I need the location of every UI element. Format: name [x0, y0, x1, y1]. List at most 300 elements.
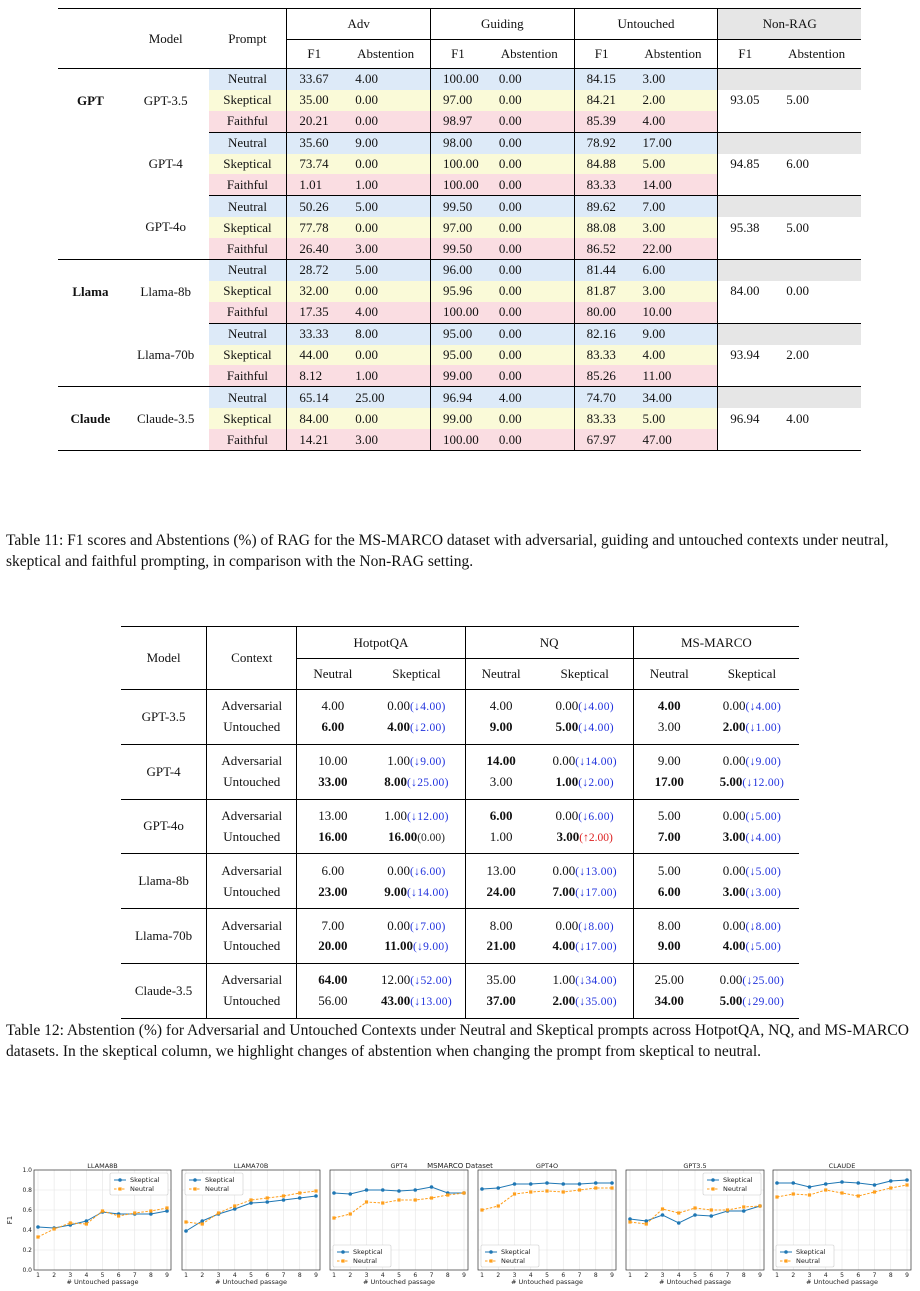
point-neutral	[36, 1235, 39, 1238]
value-cell: 47.00	[629, 429, 718, 450]
value-cell: 7.00	[629, 196, 718, 217]
abstention-value: 5.00	[657, 862, 681, 878]
abstention-value: 3.00	[489, 774, 513, 790]
x-tick-label: 1	[775, 1272, 779, 1279]
value-cell: 9.00	[341, 132, 430, 153]
abstention-delta: (↓17.00)	[575, 886, 617, 899]
context-label: Adversarial	[207, 799, 297, 826]
value-cell	[368, 799, 465, 826]
value-cell: 3.00	[341, 238, 430, 259]
adv-header: Adv	[287, 9, 431, 40]
subheader-f1: F1	[718, 40, 772, 69]
value-cell: 81.87	[574, 281, 628, 302]
prompt-label: Skeptical	[209, 217, 287, 238]
point-skeptical	[824, 1182, 828, 1186]
value-cell	[368, 772, 465, 799]
chart-title: GPT4	[390, 1162, 408, 1170]
x-tick-label: 4	[528, 1272, 533, 1279]
abstention-value: 3.00	[722, 828, 746, 844]
abstention-value: 0.00	[722, 862, 746, 878]
value-cell: 4.00	[341, 69, 430, 90]
value-cell: 0.00	[485, 174, 574, 195]
x-tick-label: 3	[216, 1272, 221, 1279]
value-cell: 34.00	[629, 387, 718, 408]
legend	[110, 1173, 168, 1195]
legend-label-neutral: Neutral	[205, 1185, 229, 1194]
context-label: Untouched	[207, 717, 297, 744]
x-tick-label: 1	[628, 1272, 632, 1279]
x-tick-label: 6	[561, 1272, 566, 1279]
value-cell	[297, 744, 369, 771]
abstention-delta: (↓35.00)	[575, 996, 617, 1009]
group-label	[58, 132, 123, 196]
legend-label-neutral: Neutral	[501, 1257, 525, 1266]
abstention-value: 17.00	[654, 774, 684, 790]
value-cell	[633, 963, 705, 990]
value-cell: 0.00	[485, 323, 574, 344]
x-tick-label: 5	[545, 1272, 549, 1279]
abstention-value: 9.00	[657, 753, 681, 769]
abstention-value: 0.00	[387, 698, 411, 714]
point-skeptical	[661, 1213, 665, 1217]
subheader-abstention: Abstention	[772, 40, 861, 69]
prompt-label: Faithful	[209, 302, 287, 323]
value-cell: 74.70	[574, 387, 628, 408]
value-cell	[705, 799, 799, 826]
value-cell	[368, 963, 465, 990]
point-skeptical	[249, 1201, 253, 1205]
value-cell: 25.00	[341, 387, 430, 408]
abstention-delta: (↓12.00)	[407, 811, 449, 823]
x-tick-label: 4	[380, 1272, 385, 1279]
abstention-value: 9.00	[657, 938, 681, 954]
context-label: Adversarial	[207, 854, 297, 881]
context-label: Untouched	[207, 826, 297, 853]
point-neutral	[742, 1205, 745, 1208]
point-skeptical	[480, 1187, 484, 1191]
abstention-value: 4.00	[722, 938, 746, 954]
abstention-value: 24.00	[486, 883, 516, 899]
point-skeptical	[873, 1183, 877, 1187]
value-cell: 0.00	[485, 69, 574, 90]
point-neutral	[857, 1194, 860, 1197]
value-cell: 0.00	[485, 111, 574, 132]
point-neutral	[497, 1204, 500, 1207]
abstention-delta: (↓13.00)	[575, 865, 617, 878]
value-cell	[633, 744, 705, 771]
x-tick-label: 6	[413, 1272, 418, 1279]
point-neutral	[233, 1204, 236, 1207]
context-label: Untouched	[207, 991, 297, 1018]
value-cell: 35.00	[287, 90, 341, 111]
x-tick-label: 2	[200, 1272, 205, 1279]
prompt-label: Skeptical	[209, 345, 287, 366]
value-cell: 0.00	[341, 408, 430, 429]
value-cell	[537, 854, 634, 881]
abstention-value: 4.00	[321, 698, 345, 714]
value-cell: 10.00	[629, 302, 718, 323]
point-neutral	[661, 1207, 664, 1210]
value-cell: 97.00	[430, 217, 484, 238]
point-neutral	[314, 1189, 317, 1192]
nonrag-abstention: 4.00	[786, 410, 809, 426]
subheader: Neutral	[297, 659, 369, 690]
x-tick-label: 5	[249, 1272, 253, 1279]
abstention-value: 0.00	[552, 753, 576, 769]
abstention-value: 9.00	[384, 883, 408, 899]
value-cell: 2.00	[629, 90, 718, 111]
abstention-value: 0.00	[387, 862, 411, 878]
point-neutral	[775, 1195, 778, 1198]
group-header	[58, 9, 123, 69]
abstention-value: 0.00	[719, 972, 743, 988]
value-cell: 96.94	[430, 387, 484, 408]
legend-label-neutral: Neutral	[353, 1257, 377, 1266]
x-tick-label: 5	[100, 1272, 105, 1279]
value-cell: 100.00	[430, 154, 484, 175]
abstention-value: 4.00	[489, 698, 513, 714]
value-cell: 35.60	[287, 132, 341, 153]
subheader-f1: F1	[287, 40, 341, 69]
value-cell: 0.00	[485, 238, 574, 259]
value-cell	[368, 909, 465, 936]
value-cell: 0.00	[485, 217, 574, 238]
value-cell: 8.12	[287, 365, 341, 386]
value-cell: 1.00	[341, 174, 430, 195]
point-skeptical	[348, 1192, 352, 1196]
value-cell: 22.00	[629, 238, 718, 259]
value-cell	[368, 690, 465, 717]
value-cell: 77.78	[287, 217, 341, 238]
prompt-label: Faithful	[209, 429, 287, 450]
x-tick-label: 2	[496, 1272, 501, 1279]
x-tick-label: 8	[741, 1272, 746, 1279]
value-cell	[368, 744, 465, 771]
value-cell: 86.52	[574, 238, 628, 259]
value-cell	[465, 909, 537, 936]
value-cell: 100.00	[430, 429, 484, 450]
abstention-value: 16.00	[318, 828, 348, 844]
abstention-delta: (↓17.00)	[575, 941, 617, 954]
y-tick-label: 0.8	[22, 1187, 32, 1194]
group-label: Llama	[58, 260, 123, 324]
value-cell: 14.21	[287, 429, 341, 450]
value-cell	[537, 799, 634, 826]
value-cell: 88.08	[574, 217, 628, 238]
x-tick-label: 4	[823, 1272, 828, 1279]
point-neutral	[133, 1211, 136, 1214]
point-skeptical	[693, 1213, 697, 1217]
abstention-delta: (↓8.00)	[578, 920, 614, 933]
value-cell: 3.00	[629, 69, 718, 90]
abstention-value: 0.00	[552, 862, 576, 878]
abstention-value: 56.00	[318, 993, 348, 1009]
x-tick-label: 7	[281, 1272, 286, 1279]
group-label: Claude	[58, 387, 123, 451]
point-neutral	[414, 1198, 417, 1201]
point-skeptical	[709, 1214, 713, 1218]
point-neutral	[365, 1200, 368, 1203]
value-cell: 11.00	[629, 365, 718, 386]
point-skeptical	[413, 1188, 417, 1192]
point-neutral	[53, 1227, 56, 1230]
abstention-value: 0.00	[555, 808, 579, 823]
point-skeptical	[808, 1185, 812, 1189]
nonrag-abstention: 2.00	[786, 347, 809, 363]
value-cell	[368, 881, 465, 908]
value-cell	[705, 909, 799, 936]
x-tick-label: 7	[725, 1272, 730, 1279]
abstention-value: 6.00	[321, 862, 345, 878]
prompt-label: Faithful	[209, 174, 287, 195]
abstention-delta: (↓14.00)	[407, 886, 449, 899]
value-cell: 33.67	[287, 69, 341, 90]
legend	[703, 1173, 761, 1195]
value-cell: 95.00	[430, 323, 484, 344]
value-cell: 85.26	[574, 365, 628, 386]
value-cell: 28.72	[287, 260, 341, 281]
abstention-value: 0.00	[722, 808, 746, 823]
value-cell	[465, 744, 537, 771]
value-cell: 0.00	[485, 90, 574, 111]
value-cell: 83.33	[574, 345, 628, 366]
nonrag-abstention: 5.00	[786, 92, 809, 108]
chart-title: LLAMA8B	[87, 1162, 118, 1170]
x-tick-label: 6	[116, 1272, 121, 1279]
abstention-value: 5.00	[555, 719, 579, 735]
model-name: GPT-4	[148, 156, 183, 171]
x-tick-label: 9	[462, 1272, 466, 1279]
x-tick-label: 2	[348, 1272, 353, 1279]
subheader: Skeptical	[560, 666, 609, 681]
value-cell	[297, 991, 369, 1018]
value-cell	[633, 772, 705, 799]
model-name: GPT-4o	[121, 799, 207, 854]
value-cell: 3.00	[629, 217, 718, 238]
value-cell	[465, 881, 537, 908]
point-neutral	[480, 1208, 483, 1211]
value-cell	[465, 991, 537, 1018]
x-tick-label: 3	[364, 1272, 369, 1279]
figure-suptitle: MSMARCO Dataset	[427, 1162, 493, 1170]
value-cell	[537, 690, 634, 717]
chart-panel-gpt3.5	[626, 1162, 764, 1286]
model-name: Llama-8b	[121, 854, 207, 909]
x-tick-label: 2	[52, 1272, 57, 1279]
value-cell: 97.00	[430, 90, 484, 111]
value-cell	[368, 826, 465, 853]
point-neutral	[513, 1192, 516, 1195]
x-axis-label: # Untouched passage	[806, 1278, 878, 1286]
value-cell	[465, 936, 537, 963]
abstention-delta: (↓2.00)	[410, 722, 446, 735]
x-tick-label: 9	[905, 1272, 909, 1279]
abstention-value: 2.00	[552, 993, 576, 1009]
value-cell: 95.00	[430, 345, 484, 366]
abstention-value: 64.00	[318, 972, 348, 988]
point-neutral	[298, 1191, 301, 1194]
value-cell: 5.00	[629, 408, 718, 429]
value-cell	[537, 826, 634, 853]
abstention-value: 1.00	[552, 972, 576, 988]
x-tick-label: 7	[872, 1272, 877, 1279]
value-cell: 84.00	[287, 408, 341, 429]
subheader: Skeptical	[392, 666, 441, 681]
x-tick-label: 4	[84, 1272, 89, 1279]
value-cell: 99.50	[430, 196, 484, 217]
x-tick-label: 8	[593, 1272, 598, 1279]
value-cell	[705, 772, 799, 799]
y-tick-label: 0.4	[22, 1227, 32, 1234]
abstention-delta: (↓52.00)	[410, 975, 452, 988]
y-axis-label: F1	[6, 1215, 14, 1225]
value-cell: 9.00	[629, 323, 718, 344]
abstention-delta: (↓13.00)	[410, 996, 452, 1009]
prompt-header: Prompt	[228, 30, 267, 46]
value-cell: 99.50	[430, 238, 484, 259]
value-cell	[705, 826, 799, 853]
point-skeptical	[365, 1188, 369, 1192]
point-neutral	[726, 1208, 729, 1211]
subheader: Neutral	[465, 659, 537, 690]
x-tick-label: 6	[709, 1272, 714, 1279]
value-cell: 100.00	[430, 69, 484, 90]
nonrag-f1: 94.85	[718, 154, 772, 175]
subheader-abstention: Abstention	[485, 40, 574, 69]
abstention-value: 3.00	[556, 828, 580, 844]
point-neutral	[677, 1211, 680, 1214]
x-tick-label: 5	[693, 1272, 697, 1279]
dataset-header: HotpotQA	[297, 627, 465, 659]
context-label: Adversarial	[207, 909, 297, 936]
x-tick-label: 1	[184, 1272, 188, 1279]
y-tick-label: 0.0	[22, 1267, 32, 1274]
value-cell: 26.40	[287, 238, 341, 259]
prompt-label: Neutral	[209, 196, 287, 217]
abstention-value: 5.00	[719, 774, 743, 790]
abstention-value: 7.00	[657, 828, 681, 844]
point-skeptical	[184, 1229, 188, 1233]
x-axis-label: # Untouched passage	[363, 1278, 435, 1286]
abstention-value: 37.00	[486, 993, 516, 1009]
value-cell: 6.00	[629, 260, 718, 281]
point-skeptical	[529, 1182, 533, 1186]
nonrag-f1: 93.05	[718, 90, 772, 111]
point-neutral	[840, 1191, 843, 1194]
value-cell: 0.00	[341, 111, 430, 132]
prompt-label: Neutral	[209, 260, 287, 281]
value-cell	[705, 936, 799, 963]
abstention-value: 5.00	[657, 808, 681, 823]
legend-label-skeptical: Skeptical	[723, 1176, 753, 1185]
value-cell: 0.00	[485, 302, 574, 323]
model-name: GPT-4o	[145, 219, 187, 235]
nonrag-f1: 96.94	[718, 408, 772, 429]
y-tick-label: 1.0	[22, 1167, 32, 1174]
subheader-abstention: Abstention	[629, 40, 718, 69]
point-neutral	[282, 1194, 285, 1197]
value-cell	[705, 854, 799, 881]
model-name: Llama-70b	[121, 909, 207, 964]
value-cell: 3.00	[341, 429, 430, 450]
value-cell: 100.00	[430, 302, 484, 323]
point-skeptical	[282, 1198, 286, 1202]
abstention-delta: (↓9.00)	[410, 756, 446, 769]
value-cell: 0.00	[485, 196, 574, 217]
value-cell	[537, 909, 634, 936]
value-cell	[633, 717, 705, 744]
value-cell	[537, 744, 634, 771]
point-neutral	[446, 1193, 449, 1196]
value-cell: 17.00	[629, 132, 718, 153]
point-neutral	[693, 1206, 696, 1209]
context-label: Adversarial	[207, 690, 297, 717]
nonrag-f1: 93.94	[718, 345, 772, 366]
abstention-delta: (↓5.00)	[745, 941, 782, 954]
value-cell	[297, 799, 369, 826]
abstention-value: 10.00	[318, 753, 348, 769]
prompt-label: Neutral	[209, 132, 287, 153]
abstention-delta: (↓6.00)	[410, 865, 446, 878]
x-tick-label: 9	[758, 1272, 762, 1279]
abstention-value: 6.00	[321, 719, 345, 735]
untouched-header: Untouched	[574, 9, 718, 40]
abstention-delta: (↓6.00)	[578, 811, 614, 823]
value-cell	[465, 963, 537, 990]
value-cell: 85.39	[574, 111, 628, 132]
point-skeptical	[397, 1189, 401, 1193]
value-cell	[633, 799, 705, 826]
abstention-delta: (↓1.00)	[745, 722, 782, 735]
point-neutral	[85, 1222, 88, 1225]
point-skeptical	[298, 1196, 302, 1200]
x-tick-label: 9	[610, 1272, 614, 1279]
abstention-value: 3.00	[722, 883, 746, 899]
nonrag-f1: 95.38	[718, 217, 772, 238]
abstention-value: 33.00	[318, 774, 348, 790]
value-cell: 100.00	[430, 174, 484, 195]
point-skeptical	[233, 1207, 237, 1211]
point-neutral	[628, 1220, 631, 1223]
value-cell	[297, 854, 369, 881]
abstention-value: 3.00	[657, 719, 681, 735]
abstention-value: 11.00	[384, 938, 413, 954]
abstention-value: 14.00	[486, 753, 516, 769]
model-name: Llama-8b	[123, 260, 209, 324]
abstention-value: 0.00	[387, 917, 411, 933]
abstention-delta: (↓34.00)	[575, 975, 617, 988]
guiding-header: Guiding	[430, 9, 574, 40]
value-cell: 89.62	[574, 196, 628, 217]
dataset-header: NQ	[465, 627, 633, 659]
subheader-f1: F1	[574, 40, 628, 69]
value-cell	[705, 881, 799, 908]
value-cell: 81.44	[574, 260, 628, 281]
point-neutral	[645, 1222, 648, 1225]
chart-panel-llama70b	[182, 1162, 320, 1286]
point-skeptical	[545, 1181, 549, 1185]
point-neutral	[217, 1211, 220, 1214]
value-cell	[368, 936, 465, 963]
value-cell	[297, 881, 369, 908]
value-cell	[465, 717, 537, 744]
x-tick-label: 5	[840, 1272, 844, 1279]
x-tick-label: 7	[577, 1272, 582, 1279]
point-neutral	[69, 1221, 72, 1224]
abstention-delta: (↓9.00)	[745, 756, 782, 769]
point-skeptical	[314, 1194, 318, 1198]
prompt-label: Skeptical	[209, 408, 287, 429]
